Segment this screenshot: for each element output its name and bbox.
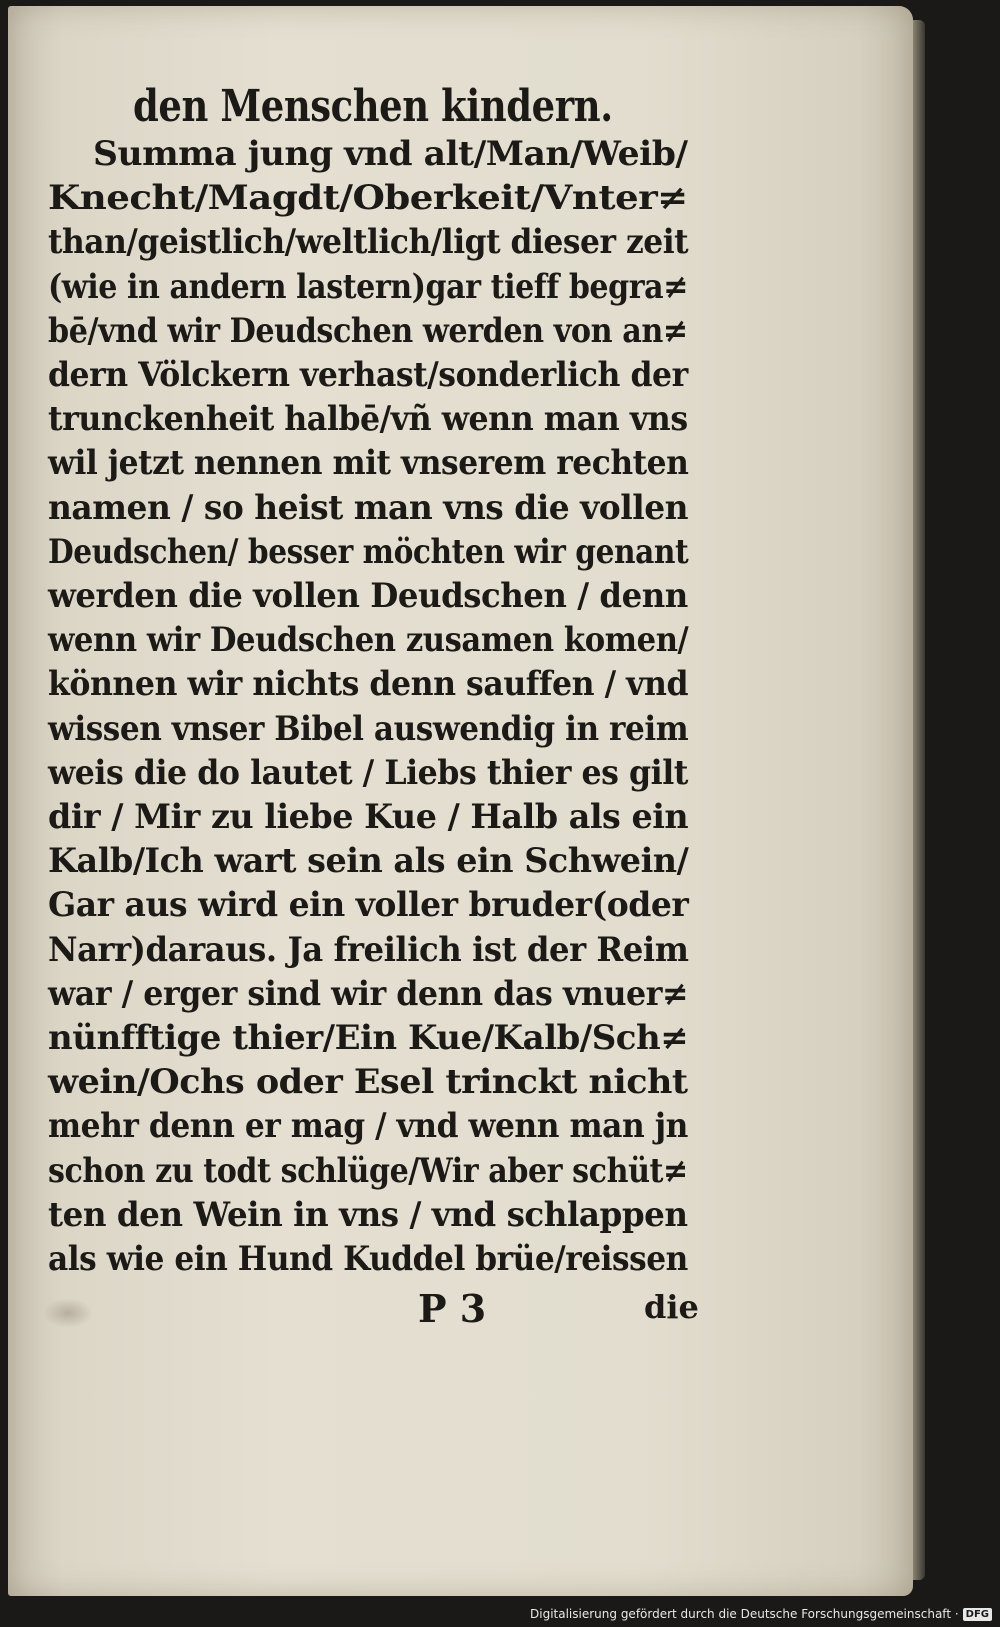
text-line: dern Völckern verhast/sonderlich der xyxy=(48,355,688,395)
text-line: Summa jung vnd alt/Man/Weib/ xyxy=(93,134,688,174)
text-line: than/geistlich/weltlich/ligt dieser zeit xyxy=(48,222,689,263)
text-line: ten den Wein in vns / vnd schlappen xyxy=(48,1194,688,1235)
text-line: Kalb/Ich wart sein als ein Schwein/ xyxy=(48,841,689,882)
text-line: wenn wir Deudschen zusamen komen/ xyxy=(48,620,689,661)
digitization-credit xyxy=(530,1603,992,1625)
text-line: wein/Ochs oder Esel trinckt nicht xyxy=(48,1062,688,1103)
text-line: wil jetzt nennen mit vnserem rechten xyxy=(48,443,689,484)
text-line: bē/vnd wir Deudschen werden von an≠ xyxy=(48,310,688,351)
text-line: wissen vnser Bibel auswendig in reim xyxy=(48,708,689,749)
text-line: schon zu todt schlüge/Wir aber schüt≠ xyxy=(48,1150,688,1191)
text-line: Narr)daraus. Ja freilich ist der Reim xyxy=(48,929,689,970)
text-line: nünfftige thier/Ein Kue/Kalb/Sch≠ xyxy=(48,1018,689,1058)
text-line: weis die do lautet / Liebs thier es gilt xyxy=(48,752,688,793)
text-line: Gar aus wird ein voller bruder(oder xyxy=(48,885,689,926)
text-line: Knecht/Magdt/Oberkeit/Vnter≠ xyxy=(48,178,688,219)
text-line: (wie in andern lastern)gar tieff begra≠ xyxy=(48,266,688,307)
text-line: werden die vollen Deudschen / denn xyxy=(48,576,688,616)
dfg-logo: DFG xyxy=(963,1608,992,1621)
catchword: die xyxy=(644,1288,699,1326)
text-line: war / erger sind wir denn das vnuer≠ xyxy=(48,973,689,1014)
ink-smudge xyxy=(43,1298,93,1328)
text-line: dir / Mir zu liebe Kue / Halb als ein xyxy=(48,797,689,837)
text-line: können wir nichts denn sauffen / vnd xyxy=(48,664,689,705)
page-heading: den Menschen kindern. xyxy=(133,81,613,132)
text-line: mehr denn er mag / vnd wenn man jn xyxy=(48,1106,688,1147)
credit-text: Digitalisierung gefördert durch die Deutsche Forschungsgemeinschaft · xyxy=(530,1607,959,1621)
text-line: namen / so heist man vns die vollen xyxy=(48,487,689,528)
text-line: trunckenheit halbē/vñ wenn man vns xyxy=(48,399,688,440)
signature-mark: P 3 xyxy=(418,1286,487,1331)
book-page xyxy=(8,6,913,1596)
book-edge xyxy=(913,20,925,1580)
text-line: als wie ein Hund Kuddel brüe/reissen xyxy=(48,1239,688,1279)
text-line: Deudschen/ besser möchten wir genant xyxy=(48,531,689,572)
